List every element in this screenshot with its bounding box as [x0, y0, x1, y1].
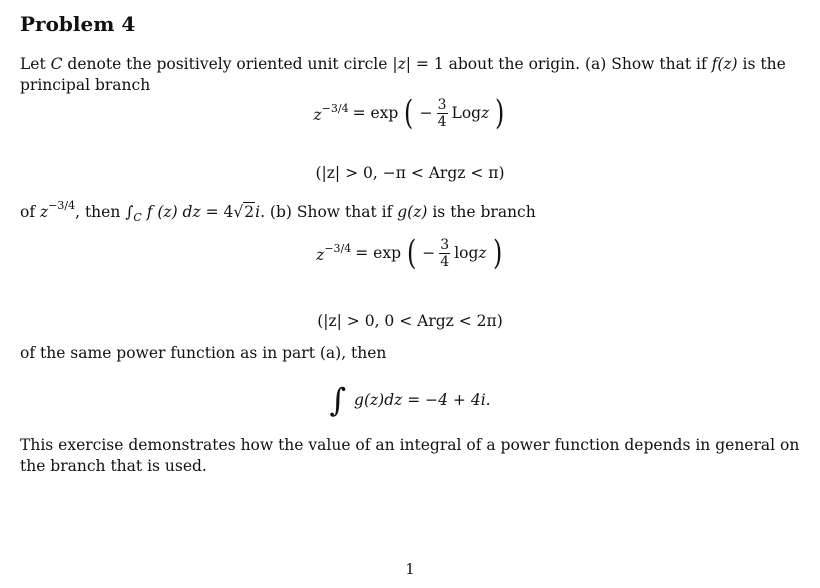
fraction: $\frac{3}{4}$ — [440, 236, 450, 270]
log-function: Logz — [451, 104, 490, 122]
left-paren: ( — [406, 233, 417, 273]
integral-expression: g(z)dz = −4 + 4i. — [354, 391, 491, 409]
log-function: logz — [454, 244, 487, 262]
text: = 1 about the origin. (a) Show that if — [411, 55, 712, 73]
eq-lhs: $z^{-3/4}$ — [313, 102, 349, 124]
minus-sign: − — [422, 244, 436, 262]
sqrt-two: √2 — [233, 203, 255, 221]
paragraph-intro — [20, 54, 802, 96]
eq-equals: = exp — [352, 104, 399, 122]
math-abs-z: |z| — [392, 55, 411, 73]
math-z-power: $z^{-3/4}$ — [40, 199, 76, 221]
imag-unit: i — [255, 203, 261, 221]
condition-branch-b: (|z| > 0, 0 < Argz < 2π) — [317, 312, 503, 330]
left-paren: ( — [404, 93, 414, 133]
equation-integral-g — [0, 381, 820, 419]
eq-lhs: $z^{-3/4}$ — [316, 242, 352, 264]
text: = 4 — [200, 203, 234, 221]
text: . (b) Show that if — [260, 203, 398, 221]
math-C: C — [50, 55, 63, 73]
math-g-z: g(z) — [397, 203, 428, 221]
right-paren: ) — [495, 93, 505, 133]
paragraph-part-a — [20, 195, 802, 228]
text: of — [20, 203, 40, 221]
text: is the principal branch — [20, 55, 786, 94]
problem-title: Problem 4 — [20, 12, 136, 36]
text: , then — [75, 203, 126, 221]
text: Let — [20, 55, 51, 73]
page-number: 1 — [405, 560, 415, 578]
equation-principal-branch — [0, 93, 820, 133]
text: denote the positively oriented unit circle — [62, 55, 393, 73]
minus-sign: − — [419, 104, 433, 122]
paragraph-conclusion: This exercise demonstrates how the value of an integral of a power function depends in general on the branch that is used. — [20, 436, 800, 475]
math-f-z: f(z) — [711, 55, 738, 73]
contour-integral: $\int_C$ f (z) dz — [125, 203, 201, 225]
right-paren: ) — [492, 233, 502, 273]
paragraph-part-b: of the same power function as in part (a), then — [20, 344, 387, 362]
eq-equals: = exp — [355, 244, 401, 262]
fraction: $\frac{3}{4}$ — [437, 96, 447, 130]
integral-sign: ∫ — [329, 381, 347, 419]
condition-principal: (|z| > 0, −π < Argz < π) — [315, 164, 505, 182]
equation-branch-b — [0, 233, 820, 273]
text: is the branch — [427, 203, 536, 221]
